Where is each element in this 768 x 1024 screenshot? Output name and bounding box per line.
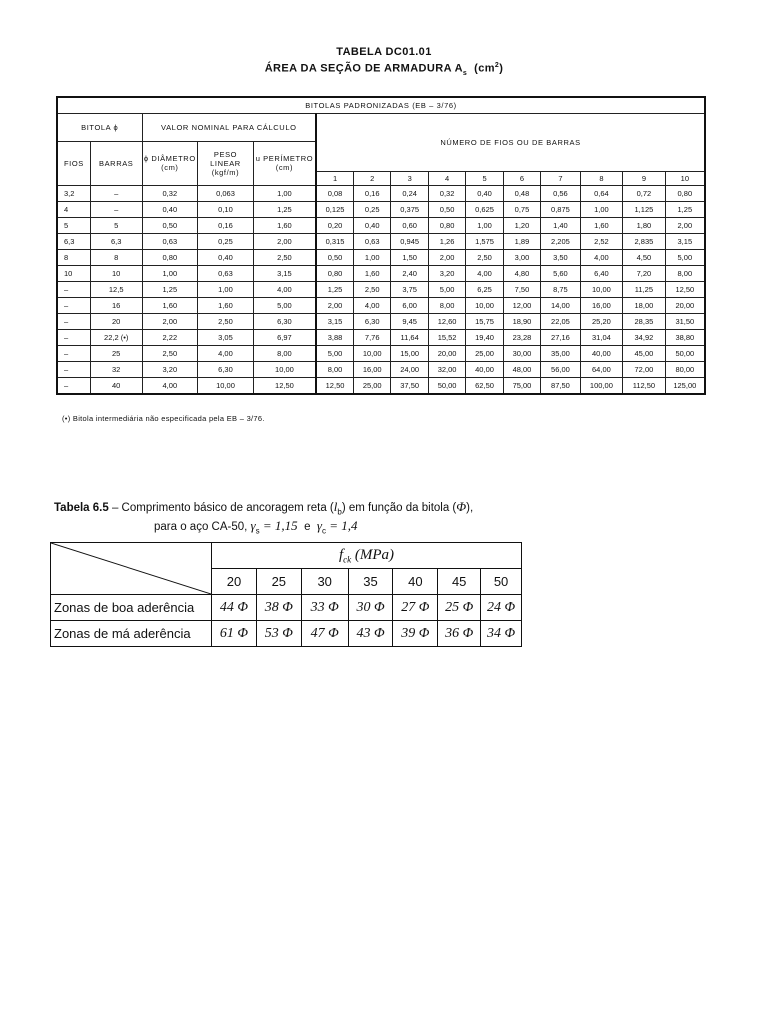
table-cell: 0,625: [466, 201, 503, 217]
table-cell: 12,60: [428, 313, 465, 329]
table-cell: 0,063: [198, 185, 254, 201]
table-cell: 0,945: [391, 233, 428, 249]
table-row: [57, 233, 705, 249]
fck-sub: ck: [343, 554, 352, 565]
table-cell: 4,00: [253, 281, 316, 297]
table2-title-rest2: ) em função da bitola (: [341, 502, 457, 514]
table-cell: 32: [90, 361, 142, 377]
table-cell: 3,50: [541, 249, 580, 265]
table-cell: 2,835: [623, 233, 666, 249]
table1-count-4: 4: [428, 171, 465, 185]
table1-count-2: 2: [354, 171, 391, 185]
table2-title: [54, 500, 473, 539]
table-cell: 6,25: [466, 281, 503, 297]
anchorage-length-cell: 53 Φ: [256, 621, 301, 647]
table-cell: 40,00: [580, 345, 623, 361]
table-cell: 1,50: [391, 249, 428, 265]
table1-title-unit-open: (cm: [474, 62, 495, 75]
table-cell: 24,00: [391, 361, 428, 377]
fck-value-cell: 40: [393, 569, 438, 595]
table-cell: 3,15: [253, 265, 316, 281]
table1-col-barras: BARRAS: [90, 141, 142, 185]
table-cell: 0,32: [142, 185, 198, 201]
table-cell: 15,52: [428, 329, 465, 345]
table-cell: 8,75: [541, 281, 580, 297]
table2-title-prefix: Tabela 6.5: [54, 502, 109, 514]
table-cell: 5,00: [428, 281, 465, 297]
diagonal-line: [51, 543, 211, 594]
anchorage-length-cell: 34 Φ: [481, 621, 522, 647]
table-cell: 2,50: [142, 345, 198, 361]
table-cell: 50,00: [428, 377, 465, 394]
table-cell: 3,15: [316, 313, 353, 329]
table1-title: [0, 46, 768, 80]
table-cell: 0,50: [428, 201, 465, 217]
table1-footnote: (•) Bitola intermediária não especificada pela EB – 3/76.: [62, 414, 265, 423]
table1-count-5: 5: [466, 171, 503, 185]
table-cell: 1,25: [142, 281, 198, 297]
table2: [50, 542, 522, 647]
anchorage-length-cell: 30 Φ: [348, 595, 393, 621]
table-row: [57, 377, 705, 394]
table1-title-line1: TABELA DC01.01: [336, 46, 432, 58]
table-cell: 25,00: [354, 377, 391, 394]
table-cell: 3,75: [391, 281, 428, 297]
table-cell: 3,2: [57, 185, 90, 201]
table-cell: 4,00: [580, 249, 623, 265]
table-cell: 5: [90, 217, 142, 233]
table-cell: 0,64: [580, 185, 623, 201]
anchorage-length-cell: 44 Φ: [212, 595, 257, 621]
table-cell: 1,80: [623, 217, 666, 233]
table-cell: 4,80: [503, 265, 540, 281]
table-cell: –: [57, 345, 90, 361]
table-cell: 62,50: [466, 377, 503, 394]
table-cell: 22,05: [541, 313, 580, 329]
table-cell: 1,60: [142, 297, 198, 313]
table-cell: 0,80: [428, 217, 465, 233]
table-cell: 0,40: [142, 201, 198, 217]
table-cell: 1,26: [428, 233, 465, 249]
row-label: Zonas de má aderência: [51, 621, 212, 647]
table-cell: 100,00: [580, 377, 623, 394]
table-cell: 1,00: [466, 217, 503, 233]
table-cell: 0,375: [391, 201, 428, 217]
table1-body: [57, 185, 705, 394]
table-cell: 56,00: [541, 361, 580, 377]
table-cell: –: [57, 297, 90, 313]
table2-title-end: ),: [466, 502, 474, 514]
table-cell: 4,00: [198, 345, 254, 361]
table-cell: 18,00: [623, 297, 666, 313]
table1-title-line2-sub: s: [462, 69, 468, 77]
anchorage-length-cell: 43 Φ: [348, 621, 393, 647]
table1-count-6: 6: [503, 171, 540, 185]
table1-count-7: 7: [541, 171, 580, 185]
gamma-c-sub: c: [322, 526, 326, 536]
table-cell: 0,72: [623, 185, 666, 201]
table-cell: 0,20: [316, 217, 353, 233]
table-cell: 2,00: [142, 313, 198, 329]
table2-title-lb: l: [333, 499, 338, 514]
table-row: [57, 265, 705, 281]
table-cell: 19,40: [466, 329, 503, 345]
gamma-c-symbol: γ: [316, 518, 322, 534]
table2-body: [51, 595, 522, 647]
table-cell: –: [57, 313, 90, 329]
table1: [56, 96, 706, 395]
fck-value-cell: 20: [212, 569, 257, 595]
table-cell: 0,63: [142, 233, 198, 249]
table-cell: 0,25: [198, 233, 254, 249]
table-cell: 50,00: [665, 345, 705, 361]
anchorage-length-cell: 39 Φ: [393, 621, 438, 647]
table-cell: 2,50: [354, 281, 391, 297]
table-cell: 2,40: [391, 265, 428, 281]
table-cell: 6,30: [198, 361, 254, 377]
gamma-s-value: = 1,15: [259, 518, 298, 534]
anchorage-length-cell: 36 Φ: [438, 621, 481, 647]
table-cell: 1,125: [623, 201, 666, 217]
table-cell: 5,00: [316, 345, 353, 361]
table-cell: –: [57, 281, 90, 297]
table-cell: 1,00: [142, 265, 198, 281]
table-cell: 10,00: [466, 297, 503, 313]
table-cell: 1,20: [503, 217, 540, 233]
table-cell: 1,25: [665, 201, 705, 217]
table-cell: 31,04: [580, 329, 623, 345]
table-cell: 12,50: [253, 377, 316, 394]
table-cell: 0,75: [503, 201, 540, 217]
table-cell: 2,00: [316, 297, 353, 313]
table-cell: 5,60: [541, 265, 580, 281]
anchorage-length-cell: 33 Φ: [301, 595, 348, 621]
table-cell: 7,20: [623, 265, 666, 281]
table-cell: 5: [57, 217, 90, 233]
table-cell: 125,00: [665, 377, 705, 394]
table-cell: 1,60: [580, 217, 623, 233]
table-cell: 14,00: [541, 297, 580, 313]
table-cell: 0,16: [354, 185, 391, 201]
table-cell: 28,35: [623, 313, 666, 329]
table-cell: 12,50: [316, 377, 353, 394]
table1-col-perimetro: u PERÍMETRO (cm): [253, 141, 316, 185]
table-cell: 4,50: [623, 249, 666, 265]
anchorage-length-cell: 27 Φ: [393, 595, 438, 621]
table-cell: 25,20: [580, 313, 623, 329]
table-cell: 87,50: [541, 377, 580, 394]
table-cell: 0,40: [466, 185, 503, 201]
table-cell: 0,50: [142, 217, 198, 233]
table2-diagonal-corner: [51, 543, 212, 595]
table-cell: 0,125: [316, 201, 353, 217]
table1-title-unit-sup: 2: [494, 62, 500, 69]
table1-count-9: 9: [623, 171, 666, 185]
table-cell: 10,00: [253, 361, 316, 377]
table-cell: 3,00: [503, 249, 540, 265]
table-cell: 2,00: [428, 249, 465, 265]
anchorage-length-cell: 47 Φ: [301, 621, 348, 647]
table-cell: 4: [57, 201, 90, 217]
table1-count-3: 3: [391, 171, 428, 185]
table2-title-phi: Φ: [456, 499, 467, 514]
table-cell: 1,40: [541, 217, 580, 233]
table-cell: 16: [90, 297, 142, 313]
table-cell: 2,52: [580, 233, 623, 249]
fck-value-cell: 30: [301, 569, 348, 595]
table-cell: 64,00: [580, 361, 623, 377]
table-cell: 8,00: [665, 265, 705, 281]
table-cell: 0,875: [541, 201, 580, 217]
table-cell: 8,00: [253, 345, 316, 361]
table-cell: 2,50: [198, 313, 254, 329]
table-cell: 0,63: [354, 233, 391, 249]
table-cell: 0,80: [316, 265, 353, 281]
anchorage-length-cell: 25 Φ: [438, 595, 481, 621]
table-cell: 0,25: [354, 201, 391, 217]
table-cell: 1,00: [580, 201, 623, 217]
table-cell: 1,00: [253, 185, 316, 201]
table-cell: –: [57, 329, 90, 345]
table-cell: 12,00: [503, 297, 540, 313]
fck-value-cell: 45: [438, 569, 481, 595]
table-cell: 1,89: [503, 233, 540, 249]
table-cell: 0,40: [354, 217, 391, 233]
table-cell: 32,00: [428, 361, 465, 377]
table1-count-1: 1: [316, 171, 353, 185]
table-row: [57, 201, 705, 217]
table-cell: 0,10: [198, 201, 254, 217]
table-cell: 0,48: [503, 185, 540, 201]
table-row: [57, 313, 705, 329]
table-cell: 45,00: [623, 345, 666, 361]
table-cell: 10: [90, 265, 142, 281]
table-row: [57, 361, 705, 377]
table-cell: 3,20: [142, 361, 198, 377]
table-cell: –: [90, 201, 142, 217]
fck-value-cell: 25: [256, 569, 301, 595]
table-cell: 2,205: [541, 233, 580, 249]
table-row: [57, 281, 705, 297]
fck-unit: (MPa): [351, 546, 395, 563]
table1-col-fios: FIOS: [57, 141, 90, 185]
table-cell: 2,00: [665, 217, 705, 233]
table-cell: 18,90: [503, 313, 540, 329]
table-cell: 6,00: [391, 297, 428, 313]
table-cell: 40,00: [466, 361, 503, 377]
table-cell: 2,00: [253, 233, 316, 249]
table-cell: 20: [90, 313, 142, 329]
table-row: [57, 217, 705, 233]
table1-title-line2: [0, 59, 768, 80]
table2-title-line2: [54, 519, 473, 538]
table-cell: 6,30: [253, 313, 316, 329]
table-cell: 8,00: [316, 361, 353, 377]
table-cell: 0,80: [142, 249, 198, 265]
gamma-s-symbol: γ: [250, 518, 256, 534]
fck-value-cell: 35: [348, 569, 393, 595]
table-row: [57, 297, 705, 313]
table-cell: 6,40: [580, 265, 623, 281]
table-cell: 1,00: [198, 281, 254, 297]
table1-bitola-header: BITOLA ϕ: [57, 113, 142, 141]
table-cell: 0,08: [316, 185, 353, 201]
table-cell: 3,88: [316, 329, 353, 345]
table-cell: 1,60: [354, 265, 391, 281]
table-cell: 23,28: [503, 329, 540, 345]
table-row: [57, 185, 705, 201]
table-cell: 72,00: [623, 361, 666, 377]
table-cell: 15,75: [466, 313, 503, 329]
table-cell: 6,3: [90, 233, 142, 249]
fck-value-cell: 50: [481, 569, 522, 595]
table2-title-line1: [54, 500, 473, 519]
table1-valor-header: VALOR NOMINAL PARA CÁLCULO: [142, 113, 316, 141]
table-cell: 34,92: [623, 329, 666, 345]
table-cell: 12,50: [665, 281, 705, 297]
table2-fck-header: [212, 543, 522, 569]
table2-title-e: e: [297, 521, 317, 534]
table-cell: 6,97: [253, 329, 316, 345]
gamma-c-value: = 1,4: [326, 518, 358, 534]
table-cell: 1,00: [354, 249, 391, 265]
table1-col-diametro: ϕ DIÂMETRO (cm): [142, 141, 198, 185]
table1-count-8: 8: [580, 171, 623, 185]
table-cell: 6,3: [57, 233, 90, 249]
table-cell: 6,30: [354, 313, 391, 329]
table-cell: 1,575: [466, 233, 503, 249]
table-cell: 10,00: [580, 281, 623, 297]
table-row: [51, 621, 522, 647]
table-cell: 75,00: [503, 377, 540, 394]
table1-title-unit-close: ): [499, 62, 504, 75]
row-label: Zonas de boa aderência: [51, 595, 212, 621]
table-cell: 10: [57, 265, 90, 281]
table-cell: 38,80: [665, 329, 705, 345]
table-cell: 0,80: [665, 185, 705, 201]
table-cell: 48,00: [503, 361, 540, 377]
table2-title-rest: – Comprimento básico de ancoragem reta (: [108, 502, 334, 514]
table-cell: 40: [90, 377, 142, 394]
table-cell: 1,60: [198, 297, 254, 313]
table-cell: 30,00: [503, 345, 540, 361]
table1-group-header: BITOLAS PADRONIZADAS (EB – 3/76): [57, 97, 705, 113]
table-cell: 2,50: [466, 249, 503, 265]
table2-title-line2-a: para o aço CA-50,: [154, 521, 251, 534]
table-row: [57, 249, 705, 265]
table-cell: 1,60: [253, 217, 316, 233]
table-cell: 2,22: [142, 329, 198, 345]
table-row: [57, 329, 705, 345]
table-cell: 8: [90, 249, 142, 265]
table-cell: 4,00: [142, 377, 198, 394]
table1-col-peso: PESO LINEAR (kgf/m): [198, 141, 254, 185]
table1-numero-header: NÚMERO DE FIOS OU DE BARRAS: [316, 113, 705, 171]
table-cell: 4,00: [354, 297, 391, 313]
table-cell: 0,315: [316, 233, 353, 249]
table-cell: 27,16: [541, 329, 580, 345]
gamma-s-sub: s: [255, 526, 260, 536]
table-cell: –: [90, 185, 142, 201]
table-cell: 25,00: [466, 345, 503, 361]
table-cell: 11,25: [623, 281, 666, 297]
anchorage-length-cell: 61 Φ: [212, 621, 257, 647]
table-cell: 0,16: [198, 217, 254, 233]
table-cell: 0,40: [198, 249, 254, 265]
table-cell: 1,25: [316, 281, 353, 297]
table-cell: 15,00: [391, 345, 428, 361]
table-row: [57, 345, 705, 361]
table-cell: 11,64: [391, 329, 428, 345]
table-cell: 8: [57, 249, 90, 265]
table1-title-line2-text: ÁREA DA SEÇÃO DE ARMADURA A: [264, 62, 463, 75]
table-cell: 25: [90, 345, 142, 361]
table-cell: 37,50: [391, 377, 428, 394]
table-cell: 0,63: [198, 265, 254, 281]
table-cell: 5,00: [665, 249, 705, 265]
table-cell: 1,25: [253, 201, 316, 217]
table-cell: 5,00: [253, 297, 316, 313]
table-cell: 3,05: [198, 329, 254, 345]
table-cell: 12,5: [90, 281, 142, 297]
table-cell: 4,00: [466, 265, 503, 281]
table-row: [51, 595, 522, 621]
table-cell: –: [57, 377, 90, 394]
table-cell: 22,2 (•): [90, 329, 142, 345]
table-cell: 0,32: [428, 185, 465, 201]
table-cell: 3,15: [665, 233, 705, 249]
table-cell: 31,50: [665, 313, 705, 329]
table-cell: 16,00: [354, 361, 391, 377]
table-cell: 0,56: [541, 185, 580, 201]
table-cell: 0,60: [391, 217, 428, 233]
anchorage-length-cell: 38 Φ: [256, 595, 301, 621]
table-cell: 10,00: [198, 377, 254, 394]
table-cell: 80,00: [665, 361, 705, 377]
table-cell: 3,20: [428, 265, 465, 281]
table-cell: 16,00: [580, 297, 623, 313]
anchorage-length-cell: 24 Φ: [481, 595, 522, 621]
table-cell: 20,00: [665, 297, 705, 313]
table-cell: 7,50: [503, 281, 540, 297]
table-cell: –: [57, 361, 90, 377]
table-cell: 112,50: [623, 377, 666, 394]
table-cell: 9,45: [391, 313, 428, 329]
table-cell: 7,76: [354, 329, 391, 345]
table-cell: 8,00: [428, 297, 465, 313]
table-cell: 10,00: [354, 345, 391, 361]
fck-symbol: f: [338, 546, 344, 563]
table-cell: 35,00: [541, 345, 580, 361]
table-cell: 2,50: [253, 249, 316, 265]
table-cell: 0,50: [316, 249, 353, 265]
table-cell: 0,24: [391, 185, 428, 201]
table-cell: 20,00: [428, 345, 465, 361]
table1-count-10: 10: [665, 171, 705, 185]
table2-title-lb-sub: b: [337, 507, 342, 517]
